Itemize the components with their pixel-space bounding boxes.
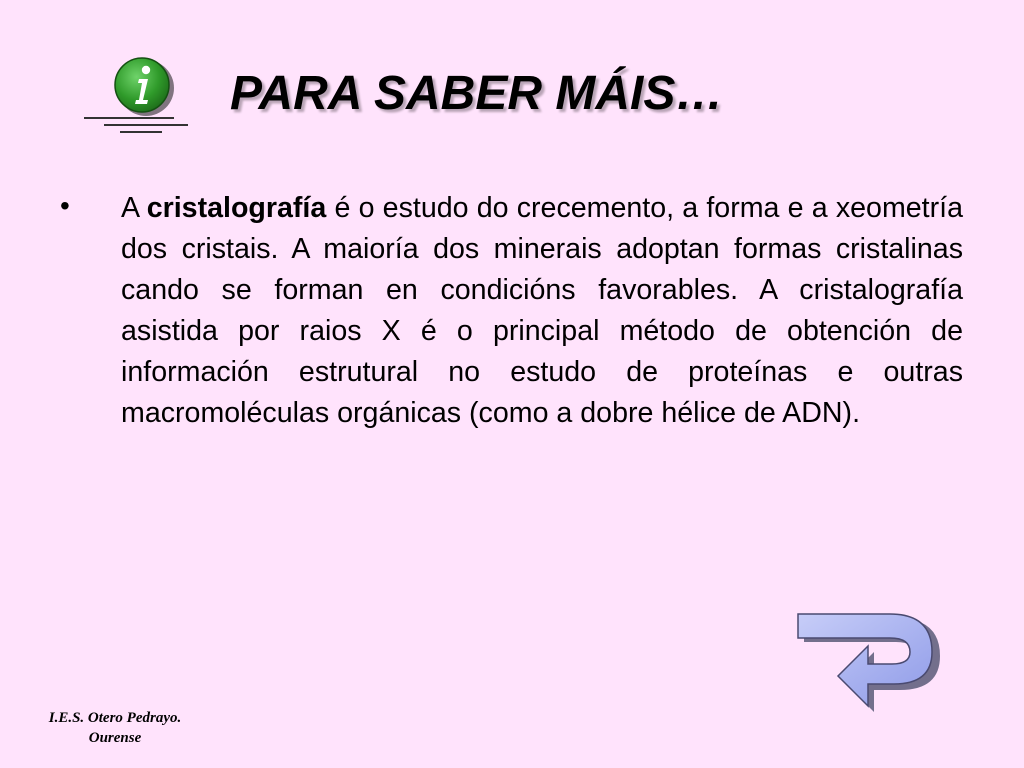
slide-title: PARA SABER MÁIS… [230, 67, 724, 120]
paragraph-rest: é o estudo do crecemento, a forma e a xeometría dos cristais. A maioría dos minerais adoptan formas cristalinas cando se forman en condicións favorables. A cristalografía asistida por raios X é o principal método de obtención de información estrutural no estudo de proteínas e outras macromoléculas orgánicas (como a dobre hélice de ADN). [121, 192, 963, 429]
info-icon [82, 50, 194, 136]
paragraph-emphasis: cristalografía [146, 192, 327, 224]
bullet-marker: • [60, 190, 70, 221]
footer [20, 708, 210, 748]
body-paragraph [121, 188, 963, 434]
return-arrow-icon[interactable] [794, 612, 940, 718]
paragraph-lead: A [121, 192, 147, 224]
footer-city: Ourense [88, 730, 142, 746]
footer-school: I.E.S. Otero Pedrayo. [48, 710, 182, 726]
